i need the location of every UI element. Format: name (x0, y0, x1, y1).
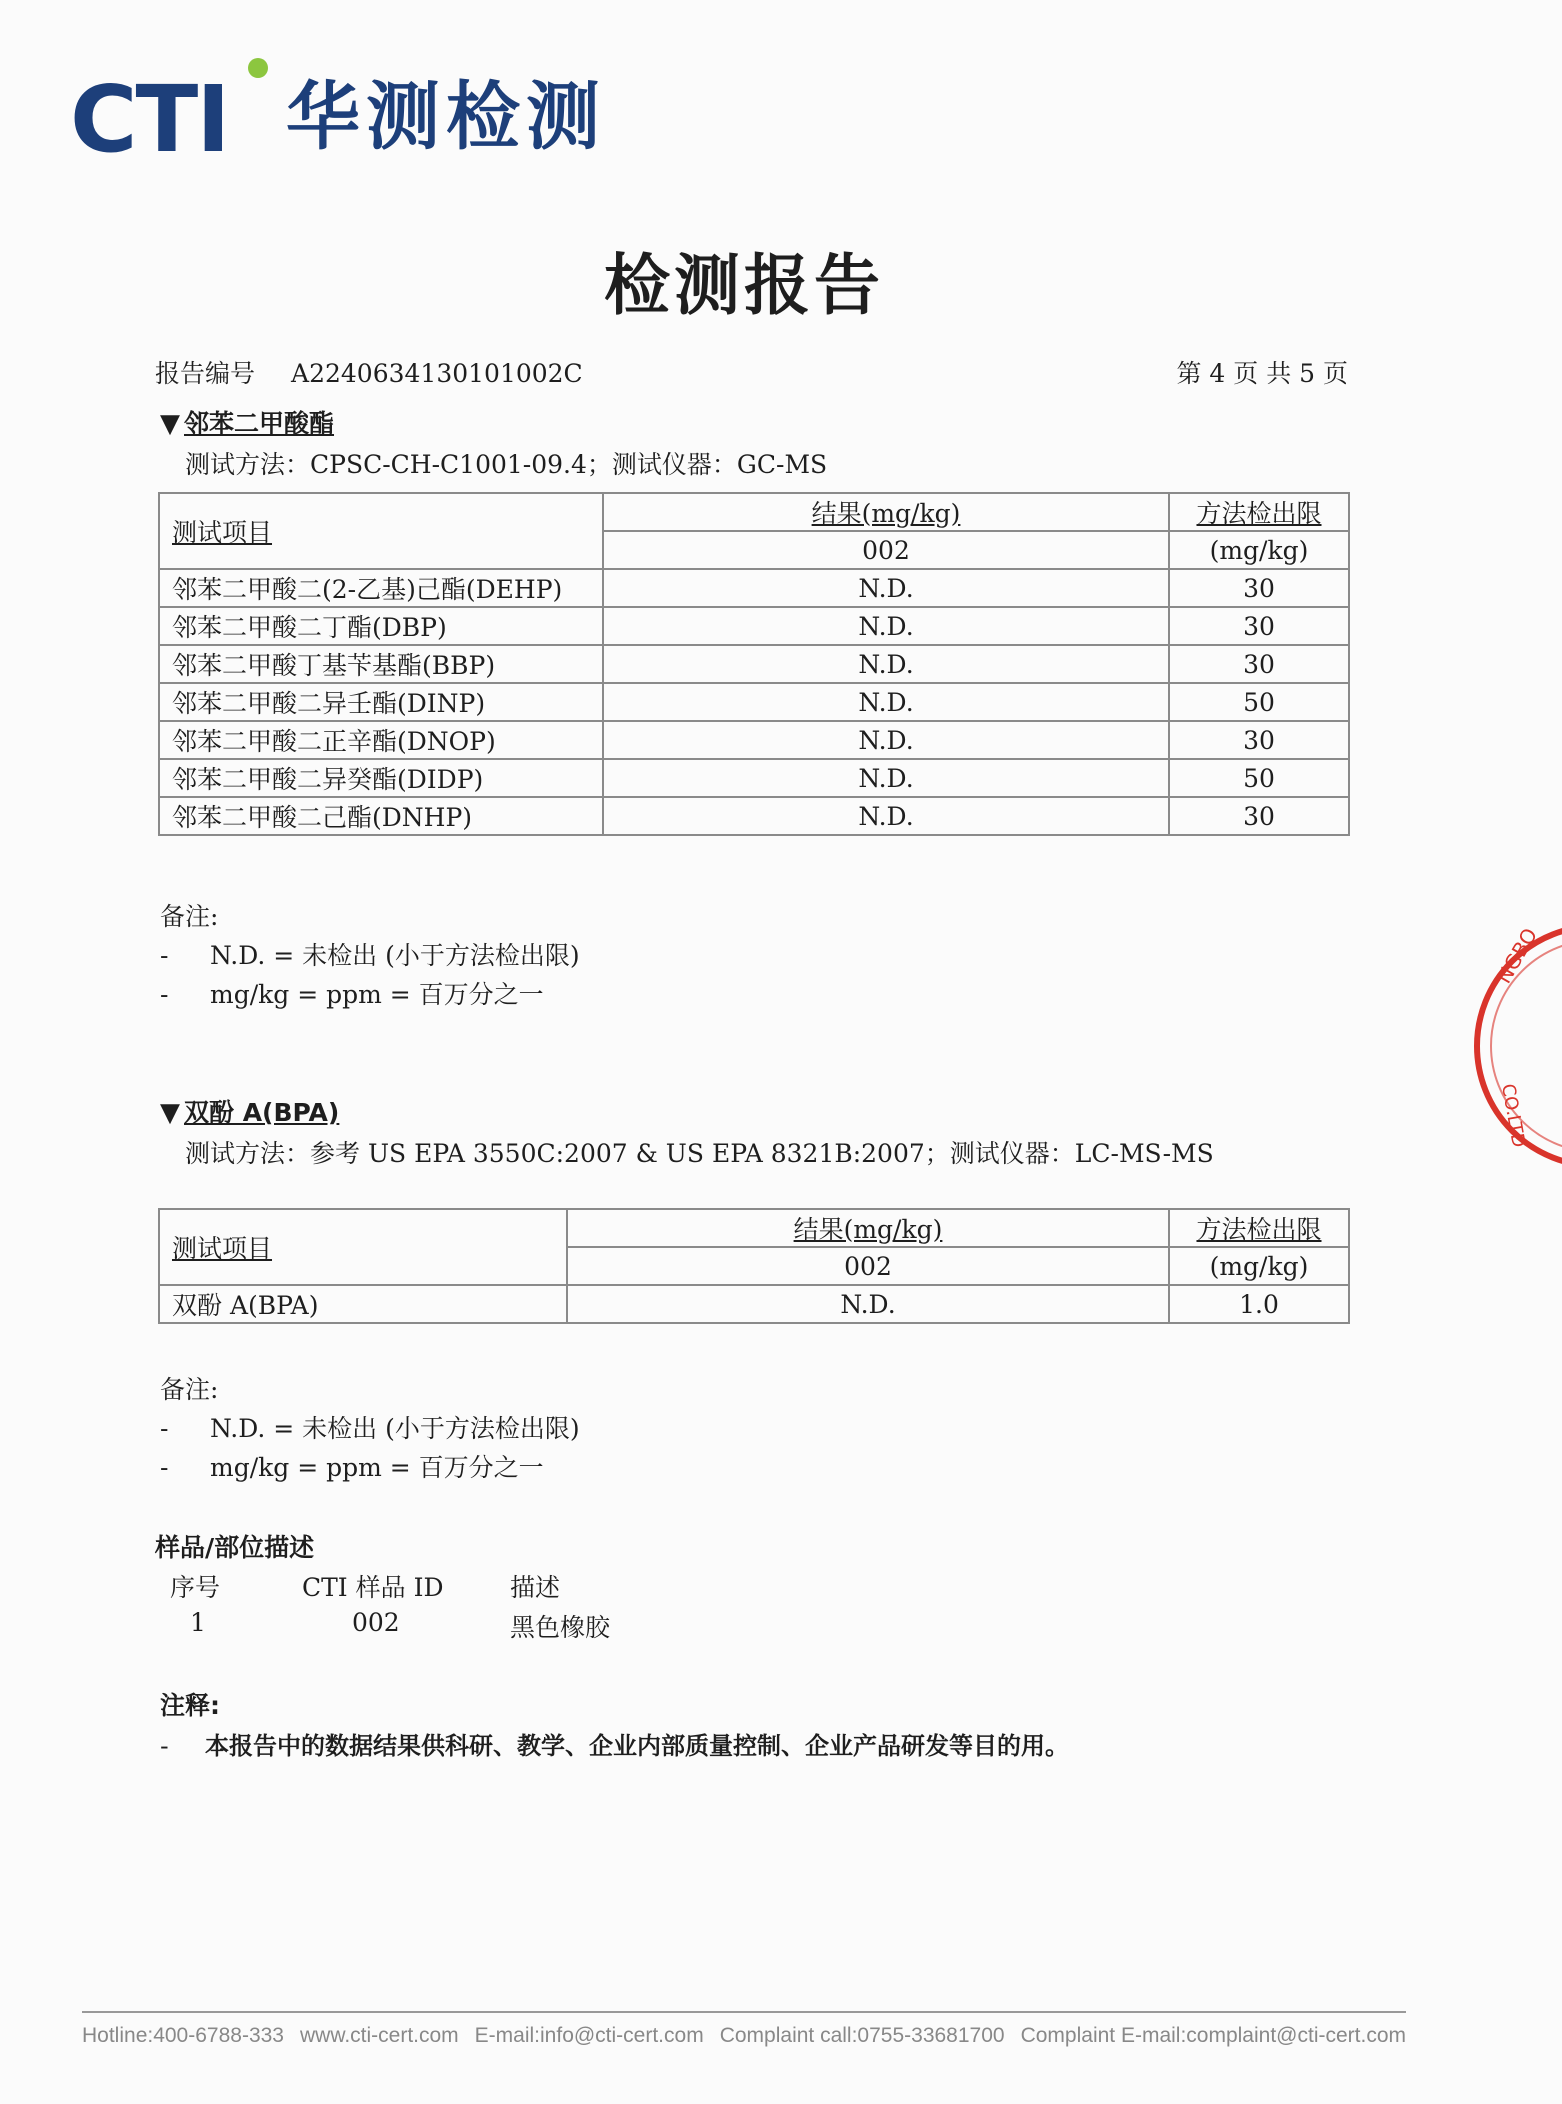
cell-result: N.D. (603, 645, 1169, 683)
section-phthalates-notes (160, 897, 580, 1014)
logo-green-dot (248, 58, 268, 78)
company-seal (1412, 915, 1562, 1177)
page-indicator: 第 4 页 共 5 页 (1176, 359, 1348, 388)
annotation-title: 注释: (160, 1691, 220, 1720)
footer-hotline: Hotline:400-6788-333 (82, 2024, 284, 2047)
cell-limit: 50 (1169, 759, 1349, 797)
table-header-row (159, 493, 1349, 531)
note-item: - mg/kg = ppm = 百万分之一 (160, 1453, 544, 1482)
notes-label: 备注: (160, 902, 219, 931)
header-sample-id: 002 (567, 1247, 1169, 1285)
table-header-row (159, 1209, 1349, 1247)
report-number: A2240634130101002C (291, 359, 583, 388)
section-phthalates-method: 测试方法：CPSC-CH-C1001-09.4；测试仪器：GC-MS (185, 450, 828, 479)
section-bpa-heading (160, 1093, 339, 1129)
cell-limit: 30 (1169, 721, 1349, 759)
annotation-text: 本报告中的数据结果供科研、教学、企业内部质量控制、企业产品研发等目的用。 (205, 1732, 1069, 1760)
header-limit: 方法检出限 (1169, 1209, 1349, 1247)
triangle-down-icon: ▼ (160, 409, 180, 439)
cell-result: N.D. (603, 683, 1169, 721)
table-row (159, 645, 1349, 683)
sample-cell-id: 002 (352, 1608, 400, 1637)
cell-item: 邻苯二甲酸丁基苄基酯(BBP) (159, 645, 603, 683)
sample-description-title: 样品/部位描述 (155, 1533, 315, 1562)
sample-cell-no: 1 (190, 1608, 206, 1637)
note-item: - N.D. = 未检出 (小于方法检出限) (160, 941, 580, 970)
header-limit-unit: (mg/kg) (1169, 1247, 1349, 1285)
cell-item: 邻苯二甲酸二(2-乙基)己酯(DEHP) (159, 569, 603, 607)
cell-result: N.D. (603, 759, 1169, 797)
section-bpa-notes (160, 1370, 580, 1487)
cell-item: 邻苯二甲酸二正辛酯(DNOP) (159, 721, 603, 759)
cell-limit: 30 (1169, 607, 1349, 645)
header-sample-id: 002 (603, 531, 1169, 569)
table-row (159, 797, 1349, 835)
footer (82, 2024, 1406, 2048)
header-limit: 方法检出限 (1169, 493, 1349, 531)
note-item: - mg/kg = ppm = 百万分之一 (160, 980, 544, 1009)
cell-item: 邻苯二甲酸二异癸酯(DIDP) (159, 759, 603, 797)
cell-limit: 30 (1169, 797, 1349, 835)
table-row (159, 607, 1349, 645)
cell-limit: 30 (1169, 569, 1349, 607)
cell-item: 邻苯二甲酸二丁酯(DBP) (159, 607, 603, 645)
header-result: 结果(mg/kg) (603, 493, 1169, 531)
section-phthalates-heading (160, 404, 334, 440)
logo-chinese-text: 华测检测 (286, 74, 606, 160)
phthalates-results-table (158, 492, 1350, 836)
svg-text:NGBO: NGBO (1491, 923, 1543, 988)
cell-result: N.D. (603, 797, 1169, 835)
sample-header-desc: 描述 (510, 1573, 561, 1602)
report-number-label: 报告编号 (155, 359, 256, 388)
bpa-results-table (158, 1208, 1350, 1324)
table-row (159, 683, 1349, 721)
table-row (159, 759, 1349, 797)
header-test-item: 测试项目 (159, 1209, 567, 1285)
header-limit-unit: (mg/kg) (1169, 531, 1349, 569)
cell-item: 邻苯二甲酸二异壬酯(DINP) (159, 683, 603, 721)
sample-header-no: 序号 (170, 1573, 221, 1602)
cell-limit: 50 (1169, 683, 1349, 721)
section-bpa-method: 测试方法：参考 US EPA 3550C:2007 & US EPA 8321B:2007；测试仪器：LC-MS-MS (185, 1139, 1214, 1168)
cell-result: N.D. (603, 569, 1169, 607)
footer-website[interactable]: www.cti-cert.com (299, 2024, 459, 2047)
report-number-line (155, 354, 583, 390)
cell-result: N.D. (603, 721, 1169, 759)
footer-complaint-call: Complaint call:0755-33681700 (719, 2024, 1005, 2047)
triangle-down-icon: ▼ (160, 1098, 180, 1128)
section-phthalates-title: 邻苯二甲酸酯 (184, 409, 335, 438)
cell-result: N.D. (567, 1285, 1169, 1323)
logo-latin-text: CTI (70, 66, 229, 173)
notes-label: 备注: (160, 1375, 219, 1404)
svg-text:CO.LTD: CO.LTD (1497, 1082, 1529, 1150)
cell-item: 邻苯二甲酸二己酯(DNHP) (159, 797, 603, 835)
footer-email[interactable]: E-mail:info@cti-cert.com (474, 2024, 704, 2047)
cell-result: N.D. (603, 607, 1169, 645)
footer-complaint-email[interactable]: Complaint E-mail:complaint@cti-cert.com (1020, 2024, 1406, 2047)
table-row (159, 569, 1349, 607)
sample-header-id: CTI 样品 ID (302, 1573, 444, 1602)
annotation-item: - 本报告中的数据结果供科研、教学、企业内部质量控制、企业产品研发等目的用。 (160, 1732, 1069, 1760)
document-title: 检测报告 (604, 247, 884, 324)
section-bpa-title: 双酚 A(BPA) (184, 1098, 340, 1127)
footer-divider (82, 2011, 1406, 2013)
header-result: 结果(mg/kg) (567, 1209, 1169, 1247)
header-test-item: 测试项目 (159, 493, 603, 569)
cell-limit: 1.0 (1169, 1285, 1349, 1323)
red-stamp-graphic (1412, 915, 1562, 1177)
note-item: - N.D. = 未检出 (小于方法检出限) (160, 1414, 580, 1443)
cell-limit: 30 (1169, 645, 1349, 683)
cell-item: 双酚 A(BPA) (159, 1285, 567, 1323)
table-row (159, 1285, 1349, 1323)
table-row (159, 721, 1349, 759)
sample-cell-desc: 黑色橡胶 (510, 1613, 611, 1642)
